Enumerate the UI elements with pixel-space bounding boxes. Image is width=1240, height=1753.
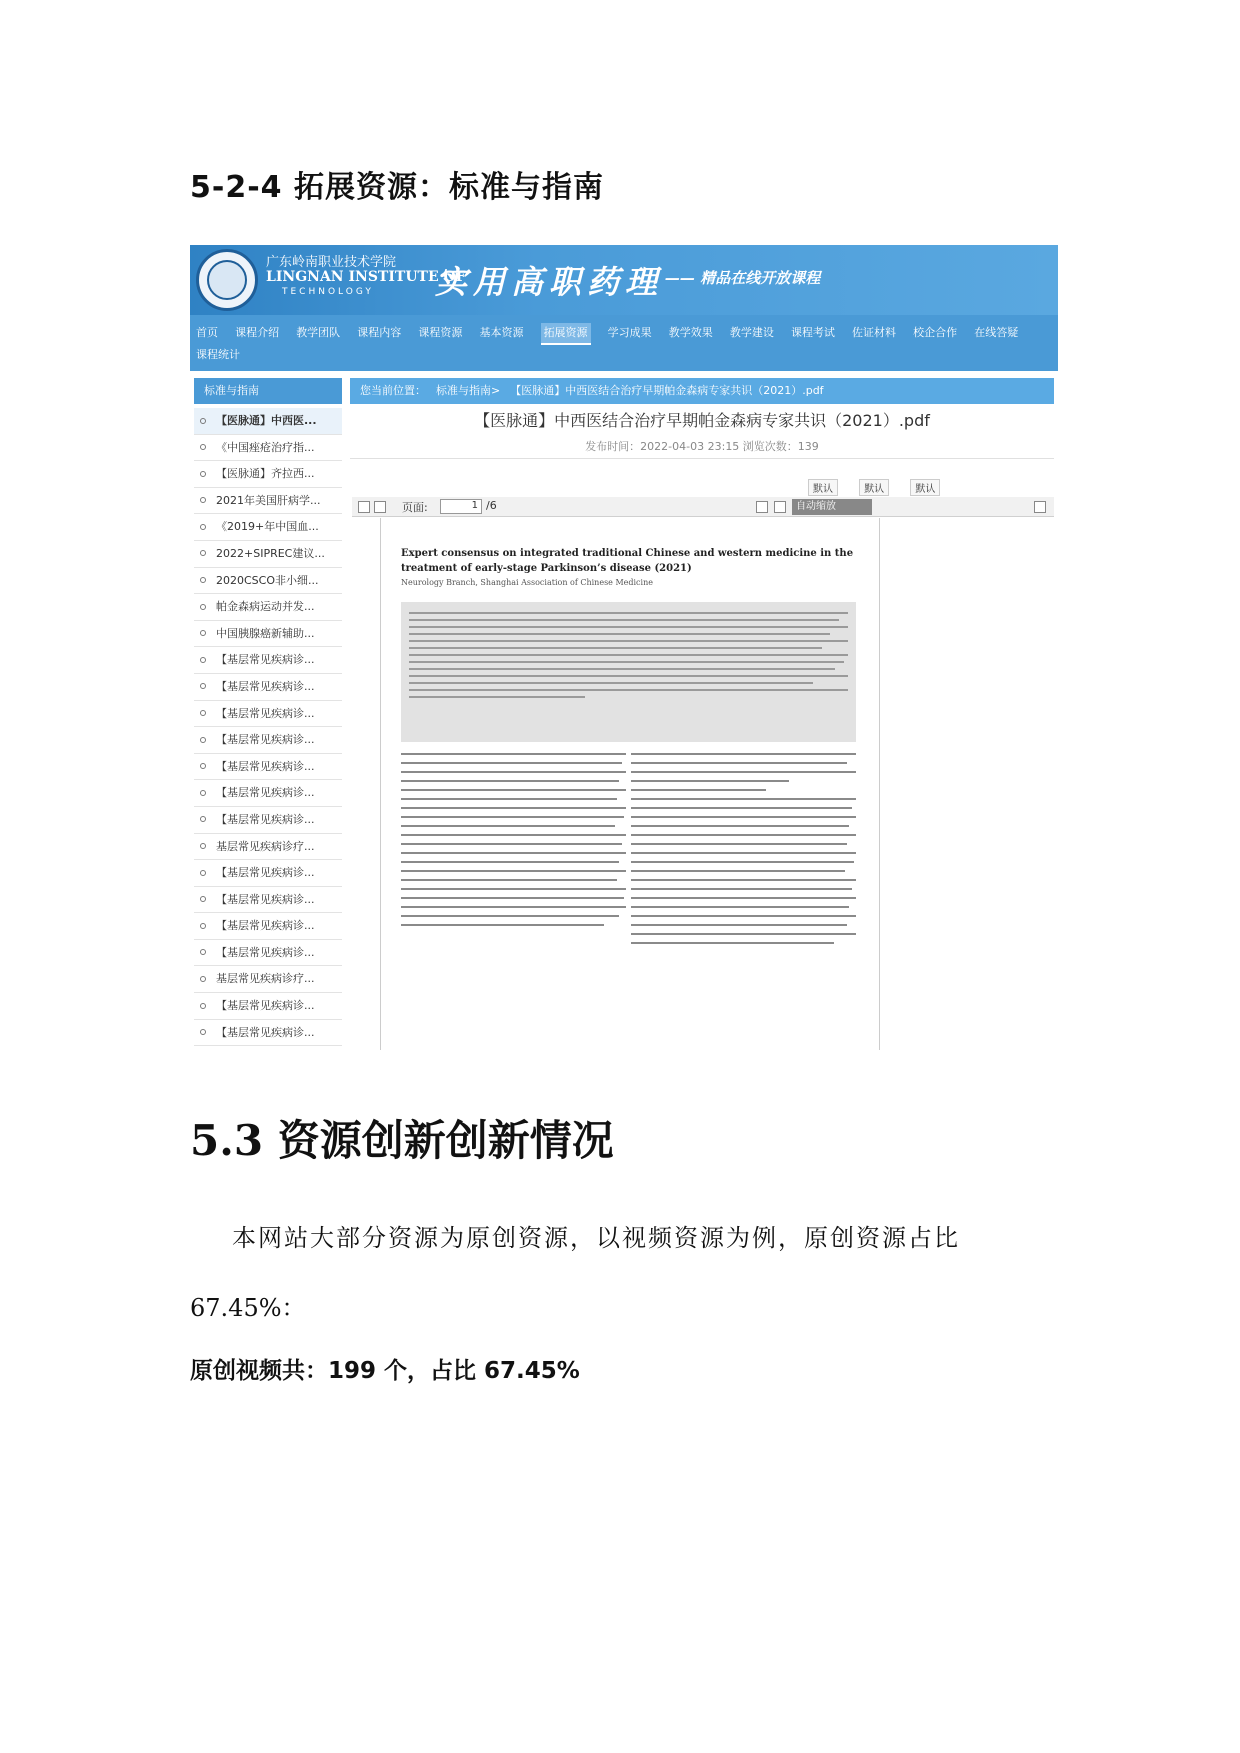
illegible-text-line — [401, 915, 619, 917]
sidebar-item[interactable] — [194, 807, 342, 834]
nav-item[interactable]: 课程介绍 — [235, 326, 280, 339]
view-button[interactable]: 默认 — [859, 479, 889, 496]
sidebar-item[interactable] — [194, 435, 342, 462]
bullet-icon — [200, 683, 206, 689]
sidebar-item[interactable] — [194, 887, 342, 914]
illegible-text-line — [631, 843, 847, 845]
document-title: 【医脉通】中西医结合治疗早期帕金森病专家共识（2021）.pdf — [474, 411, 930, 430]
sidebar-item[interactable] — [194, 594, 342, 621]
illegible-text-line — [401, 762, 622, 764]
nav-item[interactable]: 在线答疑 — [974, 326, 1019, 339]
sidebar-item-label: 【基层常见疾病诊... — [216, 866, 315, 880]
illegible-text-line — [409, 619, 839, 621]
nav-item[interactable]: 教学效果 — [668, 326, 713, 339]
illegible-text-line — [631, 834, 856, 836]
sidebar-item[interactable] — [194, 621, 342, 648]
bullet-icon — [200, 737, 206, 743]
bullet-icon — [200, 710, 206, 716]
nav-item[interactable]: 课程考试 — [790, 326, 835, 339]
sidebar-item-label: 【基层常见疾病诊... — [216, 999, 315, 1013]
bullet-icon — [200, 896, 206, 902]
illegible-text-line — [409, 647, 822, 649]
section-heading: 5-2-4 拓展资源：标准与指南 — [190, 170, 604, 205]
breadcrumb-link[interactable]: 标准与指南> — [436, 384, 501, 397]
illegible-text-line — [631, 816, 856, 818]
illegible-text-line — [409, 654, 848, 656]
illegible-text-line — [401, 879, 617, 881]
zoom-out-icon[interactable] — [756, 501, 768, 513]
illegible-text-line — [409, 640, 848, 642]
pdf-page — [380, 518, 880, 1050]
sidebar-item[interactable] — [194, 408, 342, 435]
nav-item[interactable]: 课程资源 — [418, 326, 463, 339]
paragraph-line: 本网站大部分资源为原创资源，以视频资源为例，原创资源占比 — [232, 1224, 960, 1252]
view-button[interactable]: 默认 — [808, 479, 838, 496]
bullet-icon — [200, 524, 206, 530]
sidebar-item-label: 【基层常见疾病诊... — [216, 706, 315, 720]
illegible-text-line — [631, 924, 847, 926]
sidebar-item[interactable] — [194, 913, 342, 940]
bullet-icon — [200, 976, 206, 982]
pdf-abstract-block — [401, 602, 856, 742]
sidebar-item[interactable] — [194, 461, 342, 488]
illegible-text-line — [631, 780, 789, 782]
bullet-icon — [200, 843, 206, 849]
illegible-text-line — [409, 626, 848, 628]
illegible-text-line — [401, 753, 626, 755]
nav-item[interactable]: 基本资源 — [479, 326, 524, 339]
sidebar-item-label: 基层常见疾病诊疗... — [216, 972, 315, 986]
school-name-en2: TECHNOLOGY — [282, 287, 374, 297]
bullet-icon — [200, 444, 206, 450]
illegible-text-line — [401, 888, 626, 890]
zoom-select[interactable]: 自动缩放 — [792, 499, 872, 515]
illegible-text-line — [631, 852, 856, 854]
main-nav — [190, 315, 1058, 371]
bullet-icon — [200, 923, 206, 929]
illegible-text-line — [631, 762, 847, 764]
sidebar-item[interactable] — [194, 754, 342, 781]
page-label: 页面: — [402, 501, 428, 514]
sidebar-item-label: 【基层常见疾病诊... — [216, 1025, 315, 1039]
bullet-icon — [200, 630, 206, 636]
sidebar-item-label: 帕金森病运动并发... — [216, 600, 315, 614]
zoom-in-icon[interactable] — [774, 501, 786, 513]
illegible-text-line — [631, 942, 834, 944]
sidebar-item[interactable] — [194, 780, 342, 807]
nav-item[interactable]: 课程统计 — [196, 348, 240, 361]
illegible-text-line — [409, 668, 835, 670]
illegible-text-line — [409, 696, 585, 698]
illegible-text-line — [401, 807, 626, 809]
bullet-icon — [200, 816, 206, 822]
sidebar-item[interactable] — [194, 674, 342, 701]
sidebar-item-label: 【基层常见疾病诊... — [216, 679, 315, 693]
illegible-text-line — [409, 661, 844, 663]
sidebar-item-label: 2022+SIPREC建议... — [216, 546, 325, 560]
illegible-text-line — [401, 798, 617, 800]
illegible-text-line — [631, 798, 856, 800]
school-name-cn: 广东岭南职业技术学院 — [266, 255, 397, 270]
pdf-text-column-left — [401, 748, 626, 933]
sidebar-item-label: 2020CSCO非小细... — [216, 573, 319, 587]
course-site-screenshot — [190, 245, 1058, 1050]
nav-item[interactable]: 首页 — [196, 326, 218, 339]
sidebar-item[interactable] — [194, 860, 342, 887]
sidebar-item-label: 《中国痤疮治疗指... — [216, 440, 315, 454]
illegible-text-line — [409, 689, 848, 691]
illegible-text-line — [409, 612, 848, 614]
illegible-text-line — [409, 675, 848, 677]
sidebar-item[interactable] — [194, 488, 342, 515]
illegible-text-line — [409, 633, 830, 635]
bullet-icon — [200, 870, 206, 876]
sidebar-item-label: 【基层常见疾病诊... — [216, 733, 315, 747]
illegible-text-line — [631, 807, 852, 809]
sidebar-item[interactable] — [194, 541, 342, 568]
sidebar-item-label: 2021年美国肝病学... — [216, 493, 321, 507]
illegible-text-line — [401, 843, 622, 845]
illegible-text-line — [401, 852, 626, 854]
sidebar-list — [194, 408, 342, 1046]
illegible-text-line — [401, 825, 615, 827]
course-subtitle: —— 精品在线开放课程 — [665, 269, 821, 287]
view-buttons — [790, 479, 940, 496]
illegible-text-line — [631, 870, 845, 872]
pdf-english-title: Expert consensus on integrated traditional Chinese and western medicine in the treatment of early-stage Parkinson’s disease (2021) — [401, 548, 854, 574]
school-logo — [196, 249, 258, 311]
nav-item[interactable]: 校企合作 — [913, 326, 958, 339]
illegible-text-line — [631, 933, 856, 935]
original-video-stat: 原创视频共：199 个，占比 67.45% — [190, 1358, 580, 1384]
illegible-text-line — [401, 924, 604, 926]
illegible-text-line — [401, 789, 626, 791]
illegible-text-line — [631, 897, 856, 899]
illegible-text-line — [631, 825, 849, 827]
sidebar-item-label: 【医脉通】齐拉西... — [216, 467, 315, 481]
bullet-icon — [200, 763, 206, 769]
sidebar-toggle-icon[interactable] — [358, 501, 370, 513]
breadcrumb-current: 【医脉通】中西医结合治疗早期帕金森病专家共识（2021）.pdf — [510, 384, 824, 397]
sidebar-item[interactable] — [194, 940, 342, 967]
sidebar-item-label: 【基层常见疾病诊... — [216, 759, 315, 773]
view-button[interactable]: 默认 — [910, 479, 940, 496]
sidebar-item-label: 【基层常见疾病诊... — [216, 786, 315, 800]
nav-item[interactable]: 教学团队 — [296, 326, 341, 339]
illegible-text-line — [631, 879, 856, 881]
illegible-text-line — [401, 834, 626, 836]
sidebar-item[interactable] — [194, 514, 342, 541]
bullet-icon — [200, 949, 206, 955]
bullet-icon — [200, 1003, 206, 1009]
nav-item[interactable]: 佐证材料 — [852, 326, 897, 339]
nav-item[interactable]: 教学建设 — [729, 326, 774, 339]
illegible-text-line — [631, 861, 854, 863]
sidebar-item[interactable] — [194, 701, 342, 728]
bullet-icon — [200, 471, 206, 477]
paragraph-line: 67.45%： — [190, 1294, 306, 1322]
page-total: /6 — [486, 499, 497, 512]
site-banner — [190, 245, 1058, 315]
bullet-icon — [200, 418, 206, 424]
pdf-text-column-right — [631, 748, 856, 951]
nav-item[interactable]: 课程内容 — [357, 326, 402, 339]
tools-icon[interactable] — [1034, 501, 1046, 513]
sidebar-item[interactable] — [194, 993, 342, 1020]
sidebar-item[interactable] — [194, 966, 342, 993]
find-icon[interactable] — [374, 501, 386, 513]
sidebar-item[interactable] — [194, 727, 342, 754]
pdf-english-author: Neurology Branch, Shanghai Association of Chinese Medicine — [401, 578, 653, 587]
section-title: 5.3 资源创新创新情况 — [190, 1116, 614, 1165]
illegible-text-line — [631, 789, 766, 791]
illegible-text-line — [631, 906, 849, 908]
sidebar-item-label: 中国胰腺癌新辅助... — [216, 626, 315, 640]
sidebar-item-label: 【基层常见疾病诊... — [216, 892, 315, 906]
nav-item[interactable]: 学习成果 — [607, 326, 652, 339]
illegible-text-line — [409, 682, 813, 684]
breadcrumb-label: 您当前位置： — [360, 384, 426, 397]
bullet-icon — [200, 577, 206, 583]
sidebar-item-label: 基层常见疾病诊疗... — [216, 839, 315, 853]
sidebar-item[interactable] — [194, 1020, 342, 1047]
bullet-icon — [200, 657, 206, 663]
sidebar-item-label: 【医脉通】中西医... — [216, 414, 317, 427]
sidebar-item-label: 【基层常见疾病诊... — [216, 653, 315, 667]
illegible-text-line — [401, 816, 624, 818]
bullet-icon — [200, 604, 206, 610]
illegible-text-line — [401, 870, 626, 872]
illegible-text-line — [631, 771, 856, 773]
illegible-text-line — [401, 897, 624, 899]
pdf-toolbar — [352, 497, 1054, 517]
nav-item-active[interactable]: 拓展资源 — [541, 323, 591, 345]
illegible-text-line — [631, 753, 856, 755]
illegible-text-line — [401, 861, 619, 863]
illegible-text-line — [631, 888, 852, 890]
bullet-icon — [200, 1029, 206, 1035]
sidebar-item-label: 【基层常见疾病诊... — [216, 812, 315, 826]
bullet-icon — [200, 790, 206, 796]
bullet-icon — [200, 550, 206, 556]
breadcrumb — [350, 378, 1054, 404]
divider — [350, 458, 1054, 459]
sidebar-item[interactable] — [194, 647, 342, 674]
document-meta: 发布时间：2022-04-03 23:15 浏览次数：139 — [585, 440, 819, 453]
sidebar-item[interactable] — [194, 568, 342, 595]
illegible-text-line — [401, 771, 626, 773]
bullet-icon — [200, 497, 206, 503]
sidebar-heading: 标准与指南 — [194, 378, 342, 404]
illegible-text-line — [401, 906, 626, 908]
illegible-text-line — [401, 780, 619, 782]
sidebar-item-label: 【基层常见疾病诊... — [216, 919, 315, 933]
sidebar-item[interactable] — [194, 834, 342, 861]
sidebar-item-label: 【基层常见疾病诊... — [216, 945, 315, 959]
school-name-en: LINGNAN INSTITUTE OF — [266, 269, 466, 285]
course-title: 实用高职药理 — [435, 263, 664, 301]
sidebar-item-label: 《2019+年中国血... — [216, 520, 319, 534]
illegible-text-line — [631, 915, 856, 917]
page-input[interactable]: 1 — [440, 499, 482, 514]
